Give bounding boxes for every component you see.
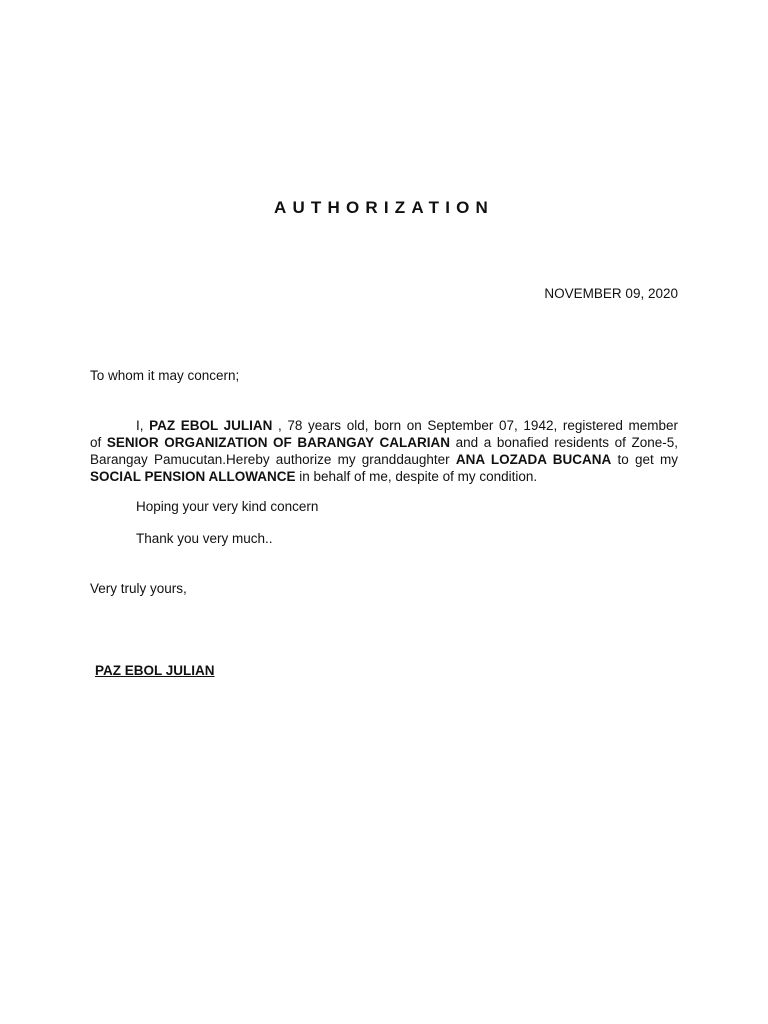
grantor-name: PAZ EBOL JULIAN [149, 418, 273, 433]
closing-line: Very truly yours, [90, 581, 187, 596]
paragraph-line-3 [90, 451, 678, 468]
paragraph-line-1 [90, 417, 678, 434]
authorization-paragraph [90, 417, 678, 485]
paragraph-line-4 [90, 468, 678, 485]
organization-name: SENIOR ORGANIZATION OF BARANGAY CALARIAN [106, 435, 451, 450]
text-fragment: I, [136, 418, 150, 433]
allowance-name: SOCIAL PENSION ALLOWANCE [90, 469, 296, 484]
text-fragment: of [90, 435, 107, 450]
text-fragment: Barangay Pamucutan.Hereby authorize my granddaughter [90, 452, 456, 467]
paragraph-line-2 [90, 434, 678, 451]
hoping-line: Hoping your very kind concern [136, 499, 319, 514]
text-fragment: , 78 years old, born on September 07, 1942, registered member [272, 418, 678, 433]
grantee-name: ANA LOZADA BUCANA [455, 452, 612, 467]
thanks-line: Thank you very much.. [136, 531, 273, 546]
letter-date: NOVEMBER 09, 2020 [544, 286, 678, 301]
text-fragment: to get my [611, 452, 678, 467]
text-fragment: in behalf of me, despite of my condition. [295, 469, 538, 484]
document-title: AUTHORIZATION [273, 198, 495, 217]
signature-name: PAZ EBOL JULIAN [95, 663, 215, 678]
salutation: To whom it may concern; [90, 368, 240, 383]
text-fragment: and a bonafied residents of Zone-5, [450, 435, 678, 450]
